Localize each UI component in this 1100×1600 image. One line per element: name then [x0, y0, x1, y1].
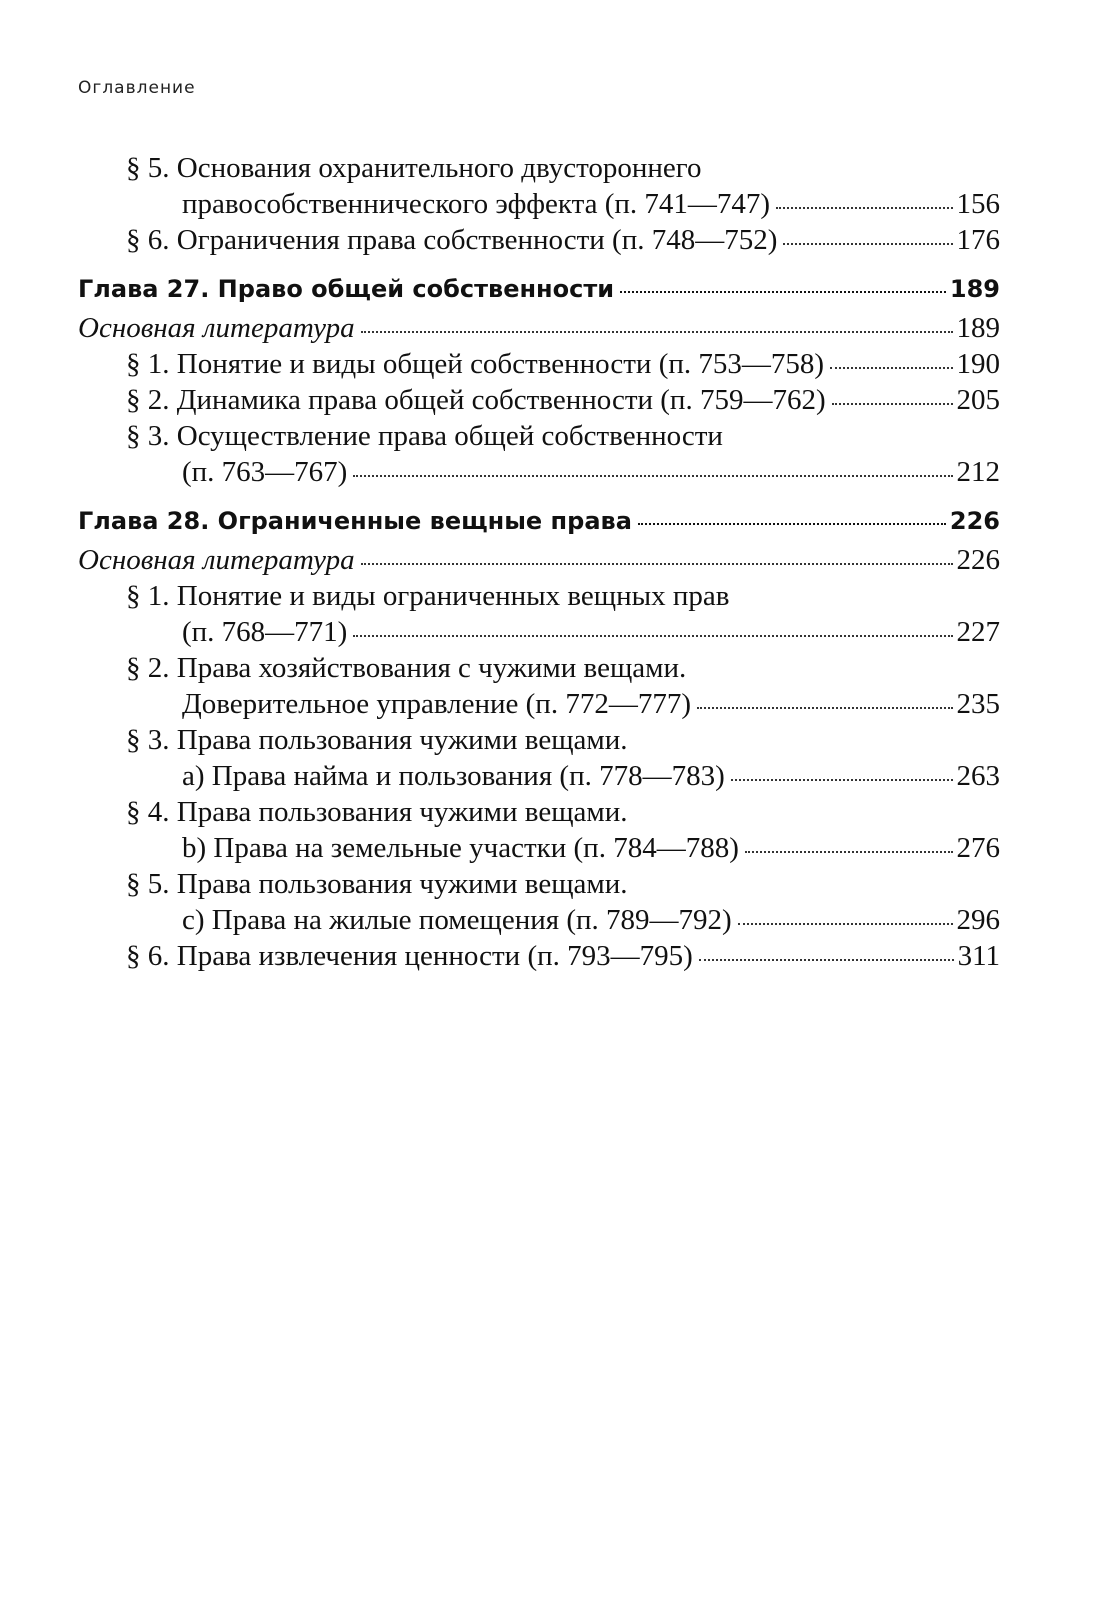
toc-entry-ch28-s3-line1: § 3. Права пользования чужими вещами. — [126, 724, 628, 756]
toc-entry-ch27-s1[interactable] — [78, 346, 1000, 382]
page-number: 190 — [956, 348, 1000, 380]
dot-leader — [745, 850, 953, 853]
dot-leader — [783, 242, 952, 245]
dot-leader — [830, 366, 952, 369]
running-head: Оглавление — [78, 78, 196, 98]
page-number: 311 — [957, 940, 1000, 972]
table-of-contents — [78, 150, 1000, 974]
toc-entry-title: a) Права найма и пользования (п. 778—783) — [182, 760, 725, 792]
dot-leader — [353, 634, 952, 637]
toc-entry-title: c) Права на жилые помещения (п. 789—792) — [182, 904, 732, 936]
toc-entry-ch27-s2[interactable] — [78, 382, 1000, 418]
dot-leader — [361, 330, 953, 333]
toc-entry-ch27-s3[interactable] — [78, 454, 1000, 490]
toc-entry-title: (п. 768—771) — [182, 616, 348, 648]
toc-entry-s6[interactable] — [78, 222, 1000, 258]
toc-entry-title: § 2. Динамика права общей собственности (п. 759—762) — [126, 384, 826, 416]
toc-entry-ch28-s5[interactable] — [78, 902, 1000, 938]
toc-entry-ch28-s2[interactable] — [78, 686, 1000, 722]
toc-entry-ch28-s3[interactable] — [78, 758, 1000, 794]
toc-entry-ch28-s2-line1: § 2. Права хозяйствования с чужими вещами. — [126, 652, 687, 684]
dot-leader — [620, 290, 946, 293]
dot-leader — [353, 474, 952, 477]
toc-entry-ch27-literature[interactable] — [78, 310, 1000, 346]
page-number: 235 — [956, 688, 1000, 720]
page-number: 205 — [956, 384, 1000, 416]
toc-entry-ch28-s6[interactable] — [78, 938, 1000, 974]
page-number: 296 — [956, 904, 1000, 936]
toc-entry-s5[interactable] — [78, 186, 1000, 222]
toc-entry-title: § 6. Ограничения права собственности (п. 748—752) — [126, 224, 778, 256]
toc-entry-title: b) Права на земельные участки (п. 784—788) — [182, 832, 739, 864]
page-number: 189 — [956, 312, 1000, 344]
toc-entry-ch28-s1[interactable] — [78, 614, 1000, 650]
toc-entry-ch28-s5-line1: § 5. Права пользования чужими вещами. — [126, 868, 628, 900]
dot-leader — [638, 522, 946, 525]
toc-entry-ch28-s4-line1: § 4. Права пользования чужими вещами. — [126, 796, 628, 828]
page-number: 156 — [956, 188, 1000, 220]
toc-entry-title: Доверительное управление (п. 772—777) — [182, 688, 691, 720]
toc-chapter-28[interactable] — [78, 504, 1000, 538]
dot-leader — [776, 206, 952, 209]
dot-leader — [738, 922, 953, 925]
dot-leader — [699, 958, 954, 961]
toc-entry-ch28-literature[interactable] — [78, 542, 1000, 578]
page-number: 276 — [956, 832, 1000, 864]
toc-entry-ch28-s4[interactable] — [78, 830, 1000, 866]
page-number: 189 — [949, 275, 1000, 303]
toc-entry-title: правособственнического эффекта (п. 741—747) — [182, 188, 771, 220]
toc-entry-s5-line1: § 5. Основания охранительного двустороннего — [126, 152, 702, 184]
toc-entry-ch28-s1-line1: § 1. Понятие и виды ограниченных вещных прав — [126, 580, 730, 612]
dot-leader — [731, 778, 953, 781]
page-number: 226 — [949, 507, 1000, 535]
dot-leader — [832, 402, 953, 405]
toc-entry-title: Основная литература — [78, 544, 355, 576]
page-number: 227 — [956, 616, 1000, 648]
dot-leader — [361, 562, 953, 565]
toc-entry-title: (п. 763—767) — [182, 456, 348, 488]
page-number: 176 — [956, 224, 1000, 256]
toc-entry-title: Основная литература — [78, 312, 355, 344]
toc-entry-title: § 1. Понятие и виды общей собственности (п. 753—758) — [126, 348, 825, 380]
toc-entry-ch27-s3-line1: § 3. Осуществление права общей собственности — [126, 420, 723, 452]
page-number: 263 — [956, 760, 1000, 792]
chapter-title: Глава 28. Ограниченные вещные права — [78, 507, 632, 535]
toc-chapter-27[interactable] — [78, 272, 1000, 306]
page-number: 212 — [956, 456, 1000, 488]
dot-leader — [697, 706, 953, 709]
page-number: 226 — [956, 544, 1000, 576]
toc-entry-title: § 6. Права извлечения ценности (п. 793—795) — [126, 940, 693, 972]
chapter-title: Глава 27. Право общей собственности — [78, 275, 615, 303]
